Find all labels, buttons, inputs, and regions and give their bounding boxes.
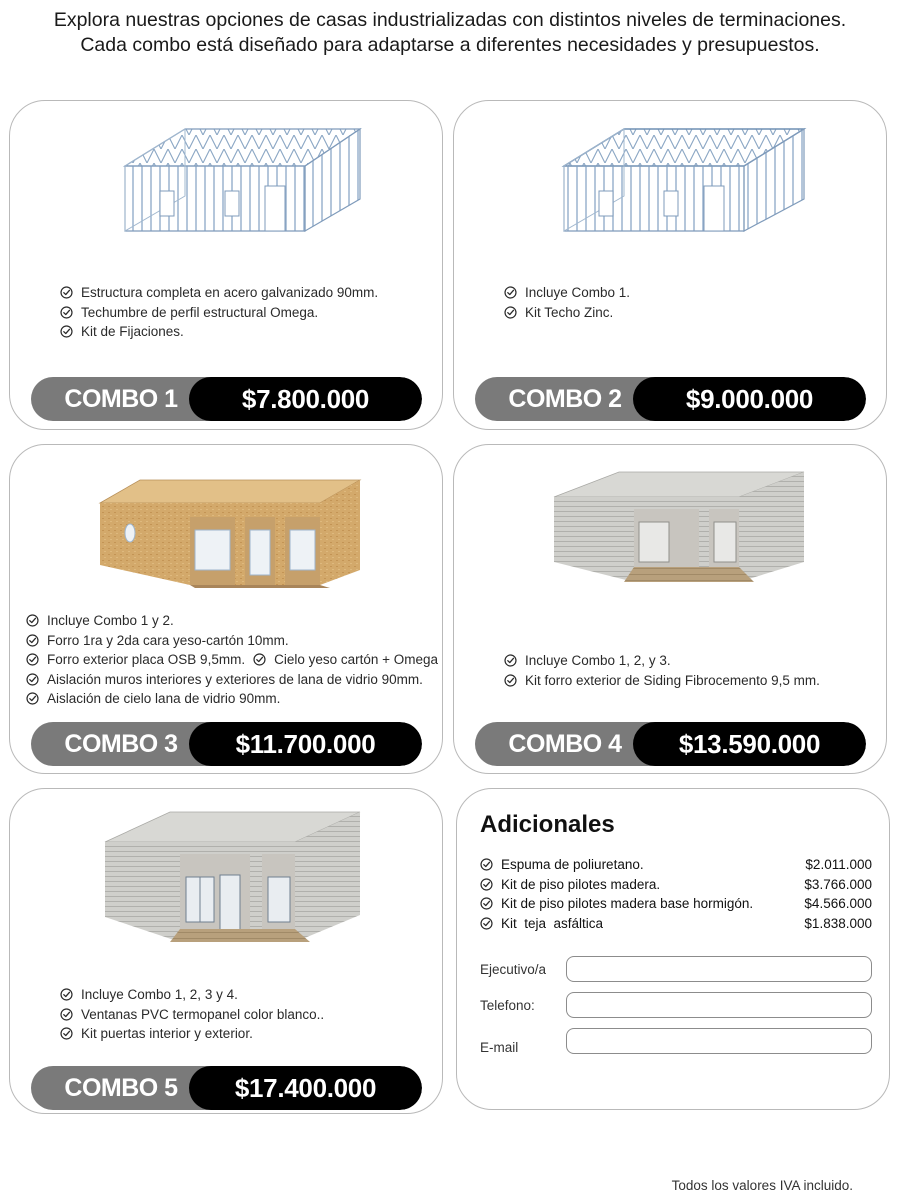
email-input[interactable] bbox=[566, 1028, 872, 1054]
check-circle-icon bbox=[60, 1027, 73, 1040]
feature-item: Forro 1ra y 2da cara yeso-cartón 10mm. bbox=[26, 631, 442, 651]
combo-price: $11.700.000 bbox=[189, 722, 422, 766]
combo-card-2 bbox=[453, 100, 887, 430]
check-circle-icon bbox=[26, 634, 39, 647]
adicional-item: Kit de piso pilotes madera. $3.766.000 bbox=[480, 875, 872, 895]
feature-item: Aislación de cielo lana de vidrio 90mm. bbox=[26, 689, 442, 709]
combo-1-features bbox=[60, 283, 440, 342]
check-circle-icon bbox=[26, 614, 39, 627]
combo-card-3 bbox=[9, 444, 443, 774]
combo-5-features bbox=[60, 985, 440, 1044]
telefono-label: Telefono: bbox=[480, 997, 535, 1013]
combo-5-price-pill bbox=[31, 1066, 422, 1110]
feature-item: Incluye Combo 1 y 2. bbox=[26, 611, 442, 631]
footer-note: Todos los valores IVA incluido. bbox=[671, 1178, 853, 1193]
steel-frame-house-icon bbox=[549, 121, 809, 241]
check-circle-icon bbox=[60, 988, 73, 1001]
check-circle-icon bbox=[480, 917, 493, 930]
check-circle-icon bbox=[60, 325, 73, 338]
intro-line-2: Cada combo está diseñado para adaptarse a diferentes necesidades y presupuestos. bbox=[80, 34, 820, 56]
feature-item: Forro exterior placa OSB 9,5mm. Cielo yeso cartón + Omega bbox=[26, 650, 442, 670]
check-circle-icon bbox=[480, 878, 493, 891]
feature-item: Aislación muros interiores y exteriores de lana de vidrio 90mm. bbox=[26, 670, 442, 690]
check-circle-icon bbox=[60, 1008, 73, 1021]
telefono-input[interactable] bbox=[566, 992, 872, 1018]
steel-frame-house-icon bbox=[105, 121, 365, 241]
combo-label: COMBO 3 bbox=[31, 722, 211, 766]
combo-label: COMBO 2 bbox=[475, 377, 655, 421]
combo-2-price-pill bbox=[475, 377, 866, 421]
feature-item: Incluye Combo 1, 2, 3 y 4. bbox=[60, 985, 440, 1005]
feature-item: Estructura completa en acero galvanizado 90mm. bbox=[60, 283, 440, 303]
check-circle-icon bbox=[504, 654, 517, 667]
combo-3-features bbox=[26, 611, 442, 709]
siding-clad-house-icon bbox=[549, 467, 809, 587]
combo-4-price-pill bbox=[475, 722, 866, 766]
combo-3-price-pill bbox=[31, 722, 422, 766]
check-circle-icon bbox=[60, 286, 73, 299]
combo-price: $13.590.000 bbox=[633, 722, 866, 766]
check-circle-icon bbox=[504, 306, 517, 319]
adicional-item: Kit teja asfáltica $1.838.000 bbox=[480, 914, 872, 934]
intro-text bbox=[0, 8, 900, 58]
adicional-item: Espuma de poliuretano. $2.011.000 bbox=[480, 855, 872, 875]
check-circle-icon bbox=[480, 858, 493, 871]
adicionales-title: Adicionales bbox=[480, 811, 615, 838]
finished-house-icon bbox=[100, 807, 365, 947]
combo-card-5 bbox=[9, 788, 443, 1114]
combo-1-price-pill bbox=[31, 377, 422, 421]
feature-item: Techumbre de perfil estructural Omega. bbox=[60, 303, 440, 323]
feature-item: Incluye Combo 1, 2, y 3. bbox=[504, 651, 884, 671]
combo-price: $7.800.000 bbox=[189, 377, 422, 421]
combo-price: $9.000.000 bbox=[633, 377, 866, 421]
feature-item: Kit forro exterior de Siding Fibrocemento 9,5 mm. bbox=[504, 671, 884, 691]
adicionales-card bbox=[456, 788, 890, 1110]
check-circle-icon bbox=[26, 692, 39, 705]
email-label: E-mail bbox=[480, 1039, 519, 1055]
osb-clad-house-icon bbox=[95, 475, 365, 590]
adicional-item: Kit de piso pilotes madera base hormigón. $4.566.000 bbox=[480, 894, 872, 914]
adicional-price: $1.838.000 bbox=[804, 915, 872, 931]
ejecutivo-label: Ejecutivo/a bbox=[480, 961, 547, 977]
combo-price: $17.400.000 bbox=[189, 1066, 422, 1110]
check-circle-icon bbox=[504, 674, 517, 687]
combo-label: COMBO 4 bbox=[475, 722, 655, 766]
ejecutivo-input[interactable] bbox=[566, 956, 872, 982]
adicionales-list bbox=[480, 855, 872, 933]
combo-label: COMBO 5 bbox=[31, 1066, 211, 1110]
check-circle-icon bbox=[26, 653, 39, 666]
adicional-price: $2.011.000 bbox=[805, 857, 872, 872]
telefono-row bbox=[480, 992, 872, 1018]
combo-card-4 bbox=[453, 444, 887, 774]
check-circle-icon bbox=[60, 306, 73, 319]
adicional-price: $3.766.000 bbox=[804, 876, 872, 892]
feature-item: Kit Techo Zinc. bbox=[504, 303, 884, 323]
intro-line-1: Explora nuestras opciones de casas industrializadas con distintos niveles de terminaciones. bbox=[53, 9, 847, 31]
combo-2-features bbox=[504, 283, 884, 322]
feature-item: Kit de Fijaciones. bbox=[60, 322, 440, 342]
feature-item: Ventanas PVC termopanel color blanco.. bbox=[60, 1005, 440, 1025]
check-circle-icon bbox=[504, 286, 517, 299]
combo-label: COMBO 1 bbox=[31, 377, 211, 421]
feature-item: Kit puertas interior y exterior. bbox=[60, 1024, 440, 1044]
check-circle-icon bbox=[480, 897, 493, 910]
ejecutivo-row bbox=[480, 956, 872, 982]
check-circle-icon bbox=[253, 653, 266, 666]
email-row bbox=[480, 1028, 872, 1054]
combo-card-1 bbox=[9, 100, 443, 430]
combo-4-features bbox=[504, 651, 884, 690]
check-circle-icon bbox=[26, 673, 39, 686]
adicional-price: $4.566.000 bbox=[804, 896, 872, 911]
feature-item: Incluye Combo 1. bbox=[504, 283, 884, 303]
